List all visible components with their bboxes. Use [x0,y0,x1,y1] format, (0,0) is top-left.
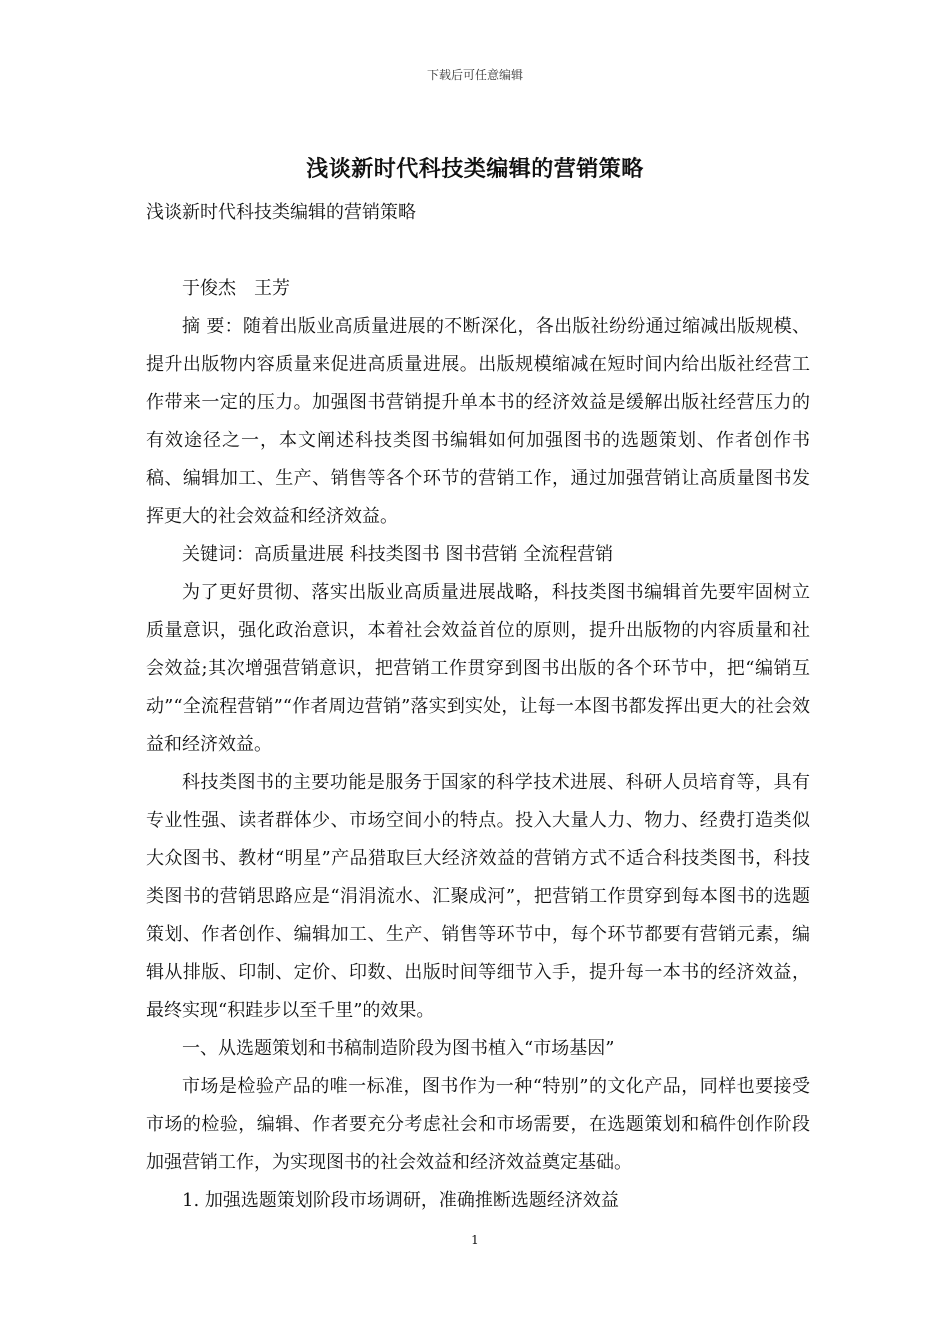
abstract-paragraph: 摘 要：随着出版业高质量进展的不断深化，各出版社纷纷通过缩减出版规模、提升出版物内容质量来促进高质量进展。出版规模缩减在短时间内给出版社经营工作带来一定的压力。加强图书营销提升单本书的经济效益是缓解出版社经营压力的有效途径之一，本文阐述科技类图书编辑如何加强图书的选题策划、作者创作书稿、编辑加工、生产、销售等各个环节的营销工作，通过加强营销让高质量图书发挥更大的社会效益和经济效益。 [146,316,810,527]
keywords-paragraph: 关键词：高质量进展 科技类图书 图书营销 全流程营销 [182,544,614,565]
authors-line: 于俊杰 王芳 [182,278,290,299]
page-number: 1 [471,1233,479,1247]
blank-line [146,232,810,270]
section-heading: 一、从选题策划和书稿制造阶段为图书植入“市场基因” [182,1038,615,1059]
document-body [146,194,810,1220]
subsection-heading: 1. 加强选题策划阶段市场调研，准确推断选题经济效益 [182,1190,619,1211]
header-note: 下载后可任意编辑 [426,68,523,82]
document-title: 浅谈新时代科技类编辑的营销策略 [306,156,644,182]
body-paragraph: 科技类图书的主要功能是服务于国家的科学技术进展、科研人员培育等，具有专业性强、读者群体少、市场空间小的特点。投入大量人力、物力、经费打造类似大众图书、教材“明星”产品猎取巨大经济效益的营销方式不适合科技类图书，科技类图书的营销思路应是“涓涓流水、汇聚成河”，把营销工作贯穿到每本图书的选题策划、作者创作、编辑加工、生产、销售等环节中，每个环节都要有营销元素，编辑从排版、印制、定价、印数、出版时间等细节入手，提升每一本书的经济效益，最终实现“积跬步以至千里”的效果。 [146,772,810,1021]
subtitle-line: 浅谈新时代科技类编辑的营销策略 [146,202,416,223]
body-paragraph: 为了更好贯彻、落实出版业高质量进展战略，科技类图书编辑首先要牢固树立质量意识，强化政治意识，本着社会效益首位的原则，提升出版物的内容质量和社会效益;其次增强营销意识，把营销工作贯穿到图书出版的各个环节中，把“编销互动”“全流程营销”“作者周边营销”落实到实处，让每一本图书都发挥出更大的社会效益和经济效益。 [146,582,810,755]
body-paragraph: 市场是检验产品的唯一标准，图书作为一种“特别”的文化产品，同样也要接受市场的检验，编辑、作者要充分考虑社会和市场需要，在选题策划和稿件创作阶段加强营销工作，为实现图书的社会效益和经济效益奠定基础。 [146,1076,810,1173]
